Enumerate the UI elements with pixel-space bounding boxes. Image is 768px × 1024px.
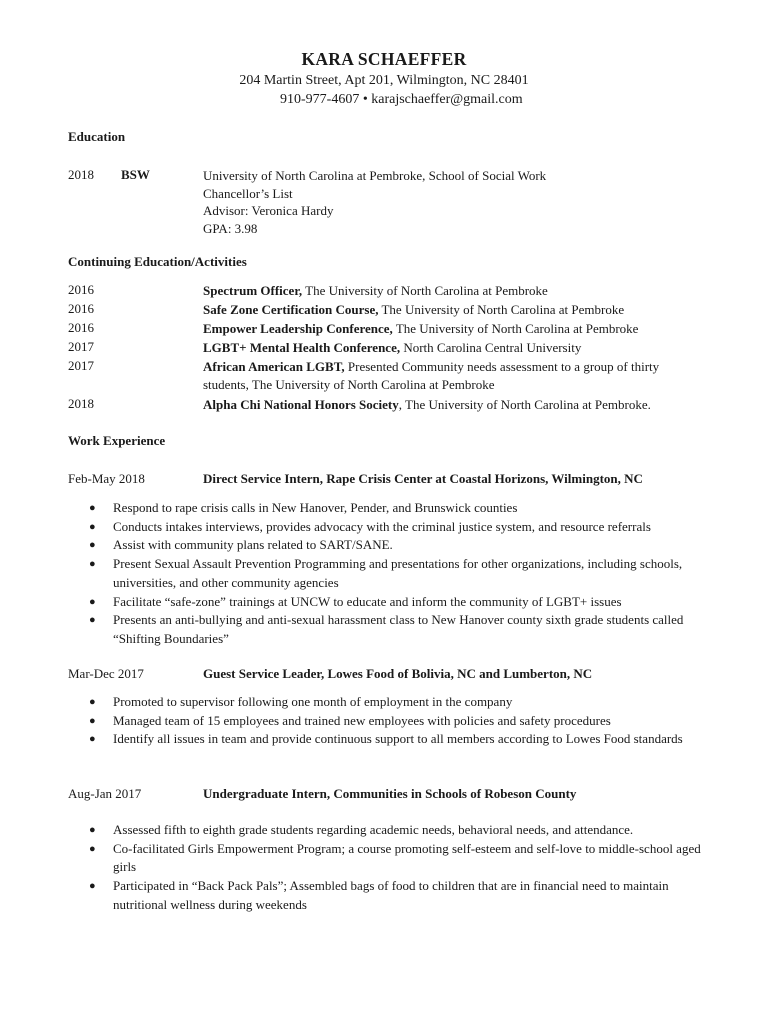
activity-item bbox=[203, 396, 703, 414]
activity-name: LGBT+ Mental Health Conference, bbox=[203, 340, 401, 355]
list-item: ● Assessed fifth to eighth grade students regarding academic needs, behavioral needs, and attendance. bbox=[89, 821, 704, 840]
list-item: ● Respond to rape crisis calls in New Hanover, Pender, and Brunswick counties bbox=[89, 499, 704, 518]
activity-year: 2018 bbox=[68, 396, 94, 411]
education-details bbox=[203, 167, 703, 237]
bullet-icon: ● bbox=[89, 539, 96, 552]
bullet-icon: ● bbox=[89, 733, 96, 746]
activity-org: The University of North Carolina at Pembroke bbox=[392, 321, 639, 336]
list-item: ● Present Sexual Assault Prevention Programming and presentations for other organizations, including schools, universities, and other community agencies bbox=[89, 556, 683, 590]
resume-name: KARA SCHAEFFER bbox=[301, 49, 467, 69]
education-gpa: GPA: 3.98 bbox=[203, 220, 258, 236]
activity-item bbox=[203, 301, 703, 319]
list-item: ● Promoted to supervisor following one month of employment in the company bbox=[89, 693, 704, 712]
job-title: Direct Service Intern, Rape Crisis Center at Coastal Horizons, Wilmington, NC bbox=[203, 471, 643, 486]
education-advisor: Advisor: Veronica Hardy bbox=[203, 203, 334, 218]
activity-org: The University of North Carolina at Pembroke bbox=[378, 302, 625, 317]
list-item: ● Assist with community plans related to SART/SANE. bbox=[89, 536, 704, 555]
address-line: 204 Martin Street, Apt 201, Wilmington, NC 28401 bbox=[239, 73, 529, 88]
activity-item bbox=[203, 320, 703, 338]
education-heading: Education bbox=[68, 129, 126, 144]
contact-line: 910-977-4607 • karajschaeffer@gmail.com bbox=[280, 92, 523, 107]
activity-year: 2016 bbox=[68, 282, 94, 297]
bullet-icon: ● bbox=[89, 824, 96, 836]
job-bullets bbox=[89, 821, 704, 915]
bullet-icon: ● bbox=[89, 880, 96, 893]
list-item: ● Participated in “Back Pack Pals”; Assembled bags of food to children that are in financial need to maintain nutritional wellness during weekends bbox=[89, 878, 669, 912]
activity-item bbox=[203, 339, 703, 357]
bullet-icon: ● bbox=[89, 520, 96, 533]
education-honor: Chancellor’s List bbox=[203, 185, 293, 201]
activity-org: , The University of North Carolina at Pembroke. bbox=[398, 397, 651, 412]
activity-name: Empower Leadership Conference, bbox=[203, 321, 393, 336]
activity-item bbox=[203, 282, 703, 300]
work-heading: Work Experience bbox=[68, 433, 166, 448]
bullet-icon: ● bbox=[89, 614, 96, 627]
bullet-icon: ● bbox=[89, 714, 96, 727]
activity-name: Alpha Chi National Honors Society bbox=[203, 397, 399, 412]
list-item: ● Conducts intakes interviews, provides advocacy with the criminal justice system, and resource referrals bbox=[89, 518, 704, 537]
activity-org-continued: students, The University of North Carolina at Pembroke bbox=[203, 376, 495, 392]
activity-year: 2017 bbox=[68, 358, 94, 373]
list-item: ● Facilitate “safe-zone” trainings at UNCW to educate and inform the community of LGBT+ issues bbox=[89, 593, 704, 612]
activity-name: Spectrum Officer, bbox=[203, 283, 303, 298]
list-item: ● Identify all issues in team and provide continuous support to all members according to Lowes Food standards bbox=[89, 730, 704, 749]
job-bullets bbox=[89, 499, 704, 649]
activity-name: African American LGBT, bbox=[203, 359, 345, 374]
list-item: ● Managed team of 15 employees and trained new employees with policies and safety procedures bbox=[89, 712, 704, 731]
job-date: Mar-Dec 2017 bbox=[68, 666, 144, 681]
bullet-icon: ● bbox=[89, 842, 96, 855]
activity-item bbox=[203, 358, 703, 393]
job-date: Feb-May 2018 bbox=[68, 471, 145, 486]
continuing-heading: Continuing Education/Activities bbox=[68, 254, 247, 269]
bullet-icon: ● bbox=[89, 502, 96, 514]
education-year: 2018 bbox=[68, 167, 94, 182]
job-bullets bbox=[89, 693, 704, 749]
list-item: ● Co-facilitated Girls Empowerment Program; a course promoting self-esteem and self-love to middle-school aged girls bbox=[89, 840, 701, 875]
job-date: Aug-Jan 2017 bbox=[68, 786, 142, 801]
bullet-icon: ● bbox=[89, 696, 96, 708]
activity-year: 2017 bbox=[68, 339, 94, 354]
activity-name: Safe Zone Certification Course, bbox=[203, 302, 379, 317]
activity-org: North Carolina Central University bbox=[400, 340, 582, 355]
education-degree: BSW bbox=[121, 167, 150, 182]
job-title: Guest Service Leader, Lowes Food of Bolivia, NC and Lumberton, NC bbox=[203, 666, 593, 681]
list-item: ● Presents an anti-bullying and anti-sexual harassment class to New Hanover county sixth grade students called “Shifting Boundaries” bbox=[89, 612, 684, 646]
job-title: Undergraduate Intern, Communities in Schools of Robeson County bbox=[203, 786, 577, 801]
bullet-icon: ● bbox=[89, 595, 96, 608]
activity-year: 2016 bbox=[68, 301, 94, 316]
activity-org: The University of North Carolina at Pembroke bbox=[302, 283, 548, 298]
activity-year: 2016 bbox=[68, 320, 94, 335]
bullet-icon: ● bbox=[89, 558, 96, 571]
activity-org: Presented Community needs assessment to a group of thirty bbox=[344, 359, 660, 374]
education-school: University of North Carolina at Pembroke, School of Social Work bbox=[203, 168, 547, 183]
